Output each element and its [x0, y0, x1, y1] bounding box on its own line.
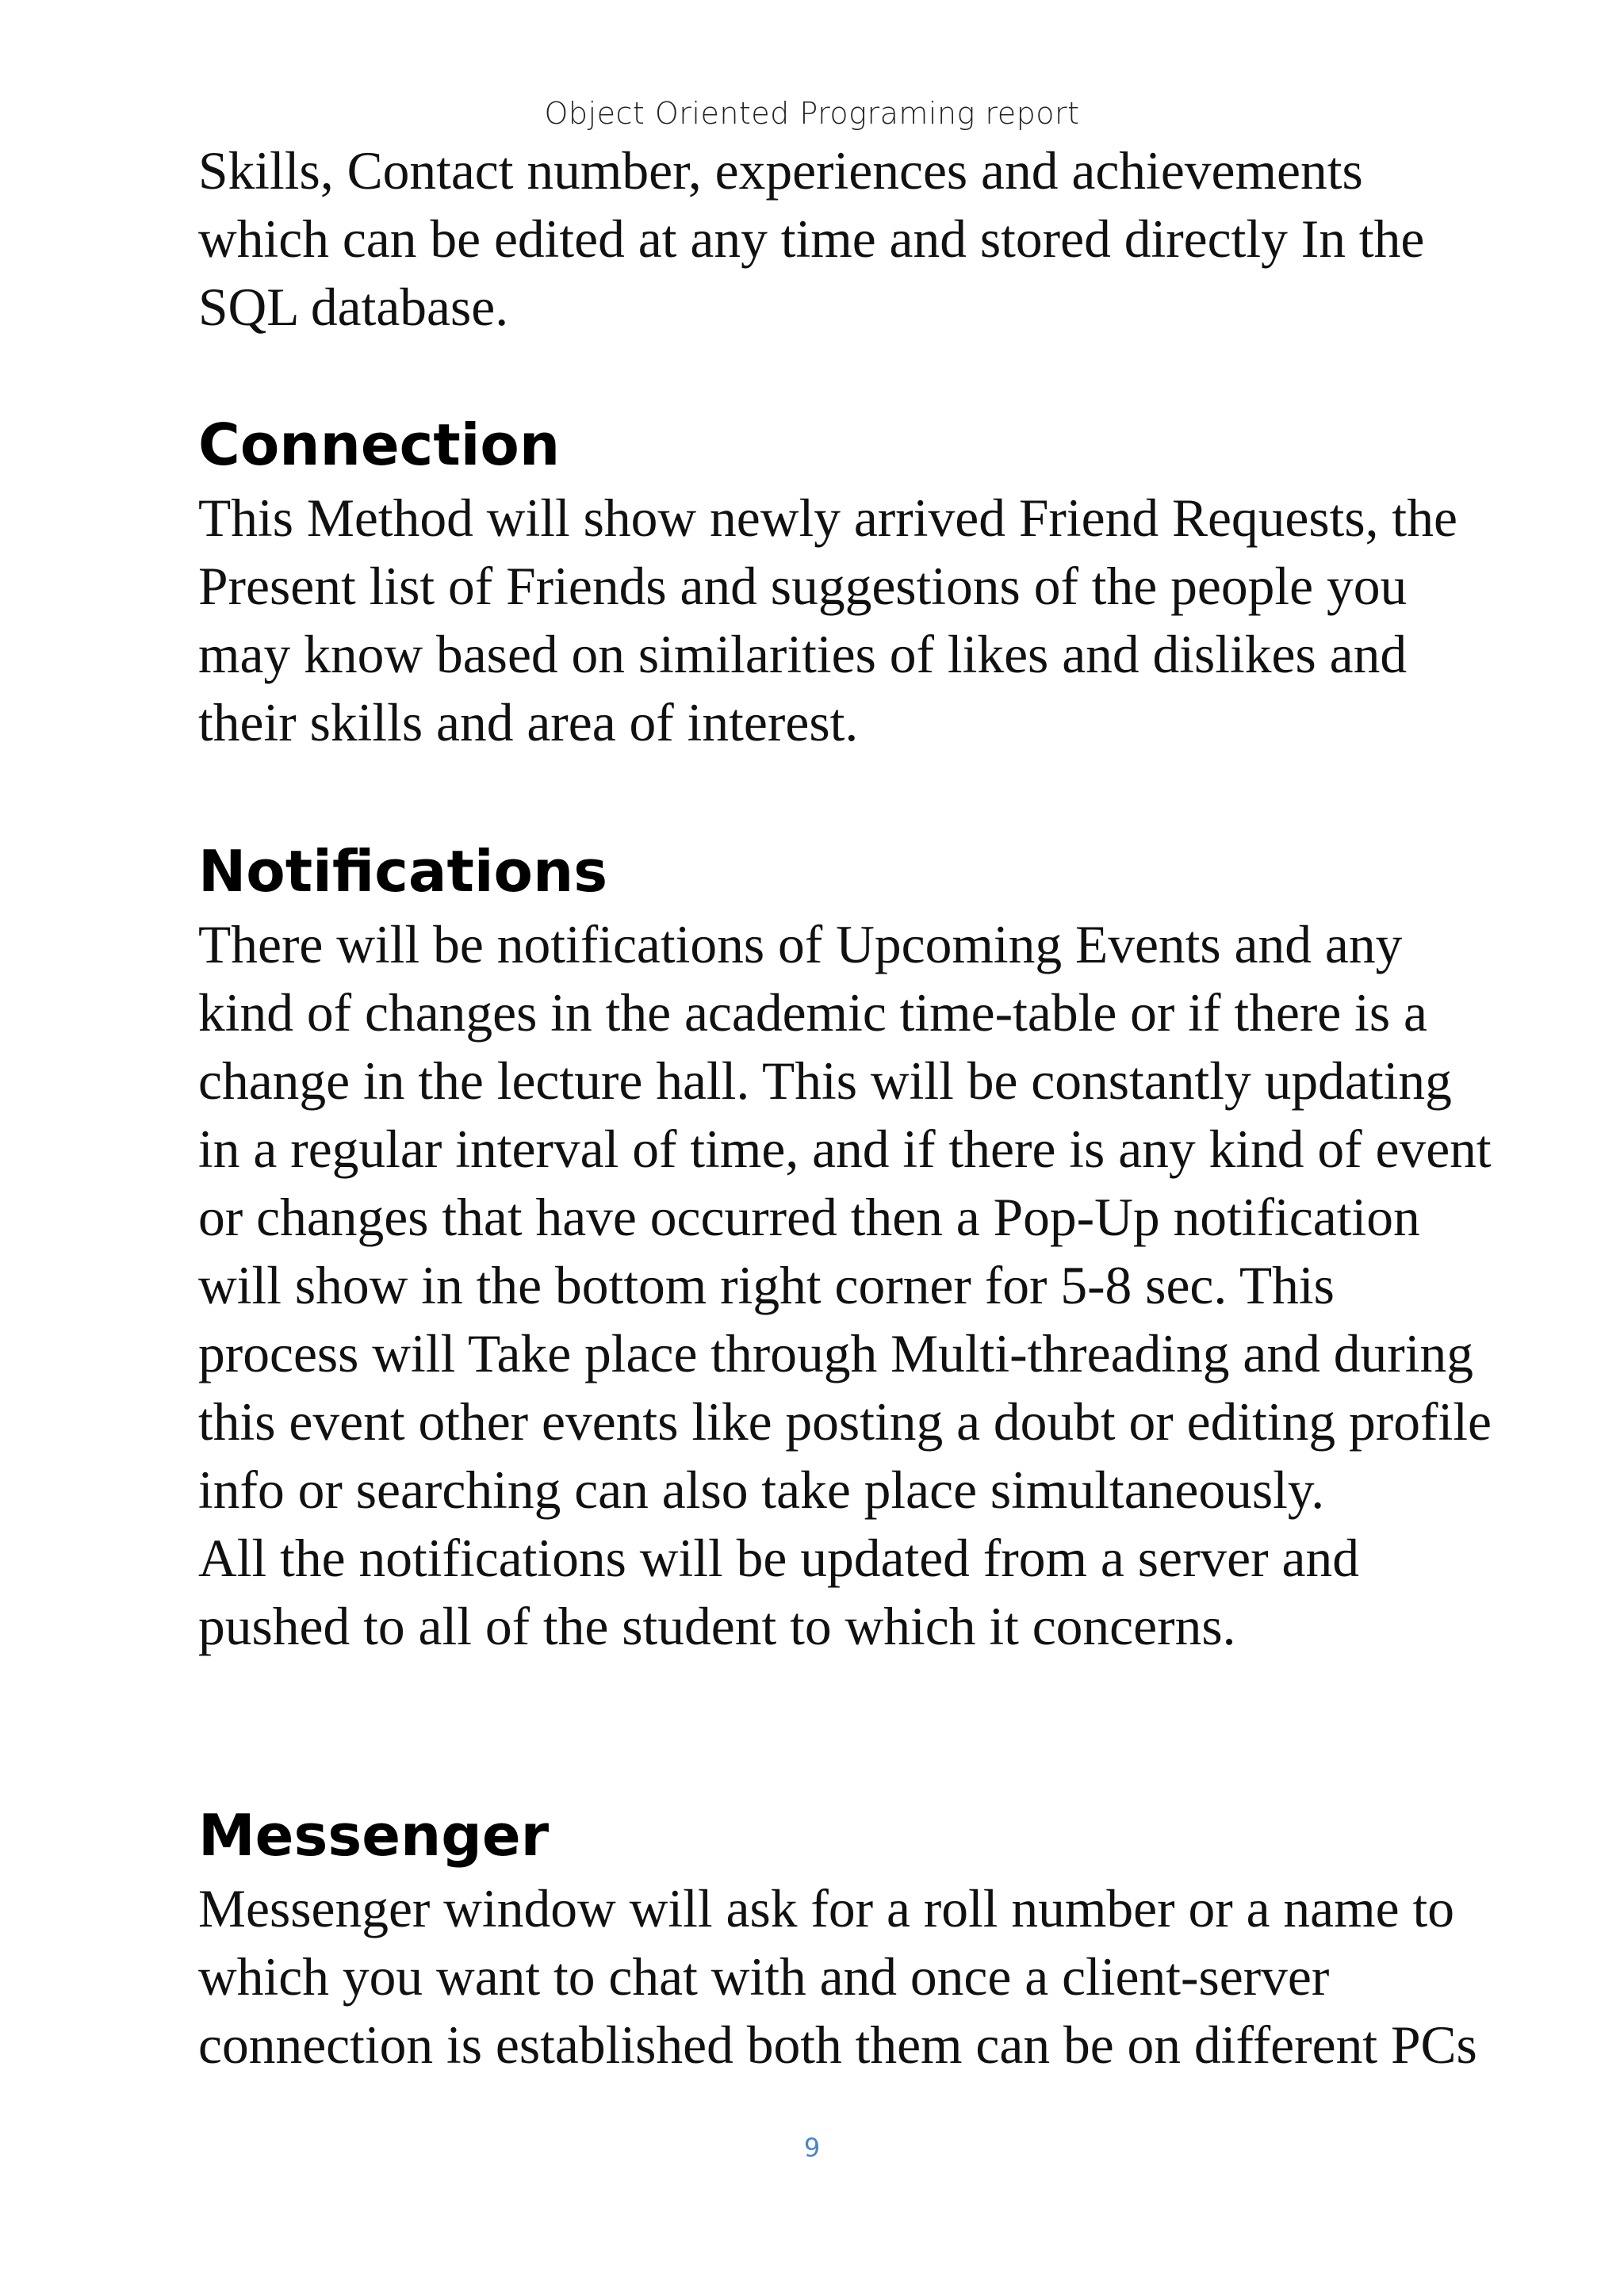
text-line: their skills and area of interest. [198, 693, 859, 752]
messenger-paragraph [198, 1875, 1546, 2080]
text-line: Present list of Friends and suggestions of the people you [198, 557, 1408, 616]
intro-paragraph [198, 137, 1546, 342]
section-heading-notifications: Notifications [198, 838, 608, 905]
text-line: which can be edited at any time and stored directly In the [198, 209, 1425, 269]
text-line: or changes that have occurred then a Pop-Up notification [198, 1188, 1420, 1247]
text-line: SQL database. [198, 277, 509, 337]
text-line: pushed to all of the student to which it concerns. [198, 1597, 1236, 1656]
text-line: process will Take place through Multi-threading and during [198, 1324, 1474, 1383]
text-line: This Method will show newly arrived Friend Requests, the [198, 488, 1457, 548]
section-heading-messenger: Messenger [198, 1802, 550, 1869]
text-line: may know based on similarities of likes and dislikes and [198, 625, 1408, 684]
connection-paragraph [198, 484, 1546, 757]
text-line: There will be notifications of Upcoming Events and any [198, 915, 1403, 974]
text-line: All the notifications will be updated from a server and [198, 1529, 1359, 1588]
document-body [198, 137, 1546, 2080]
text-line: Messenger window will ask for a roll number or a name to [198, 1879, 1454, 1938]
text-line: in a regular interval of time, and if there is any kind of event [198, 1119, 1492, 1179]
section-heading-connection: Connection [198, 411, 561, 478]
text-line: change in the lecture hall. This will be constantly updating [198, 1051, 1452, 1111]
text-line: connection is established both them can be on different PCs [198, 2015, 1477, 2075]
text-line: kind of changes in the academic time-table or if there is a [198, 983, 1427, 1043]
text-line: will show in the bottom right corner for 5-8 sec. This [198, 1256, 1335, 1315]
page-header: Object Oriented Programing report [544, 96, 1080, 131]
notifications-paragraph [198, 911, 1546, 1661]
text-line: info or searching can also take place simultaneously. [198, 1460, 1325, 1520]
page-number: 9 [803, 2133, 821, 2163]
text-line: this event other events like posting a doubt or editing profile [198, 1392, 1492, 1452]
text-line: which you want to chat with and once a client-server [198, 1947, 1330, 2007]
text-line: Skills, Contact number, experiences and achievements [198, 141, 1363, 201]
